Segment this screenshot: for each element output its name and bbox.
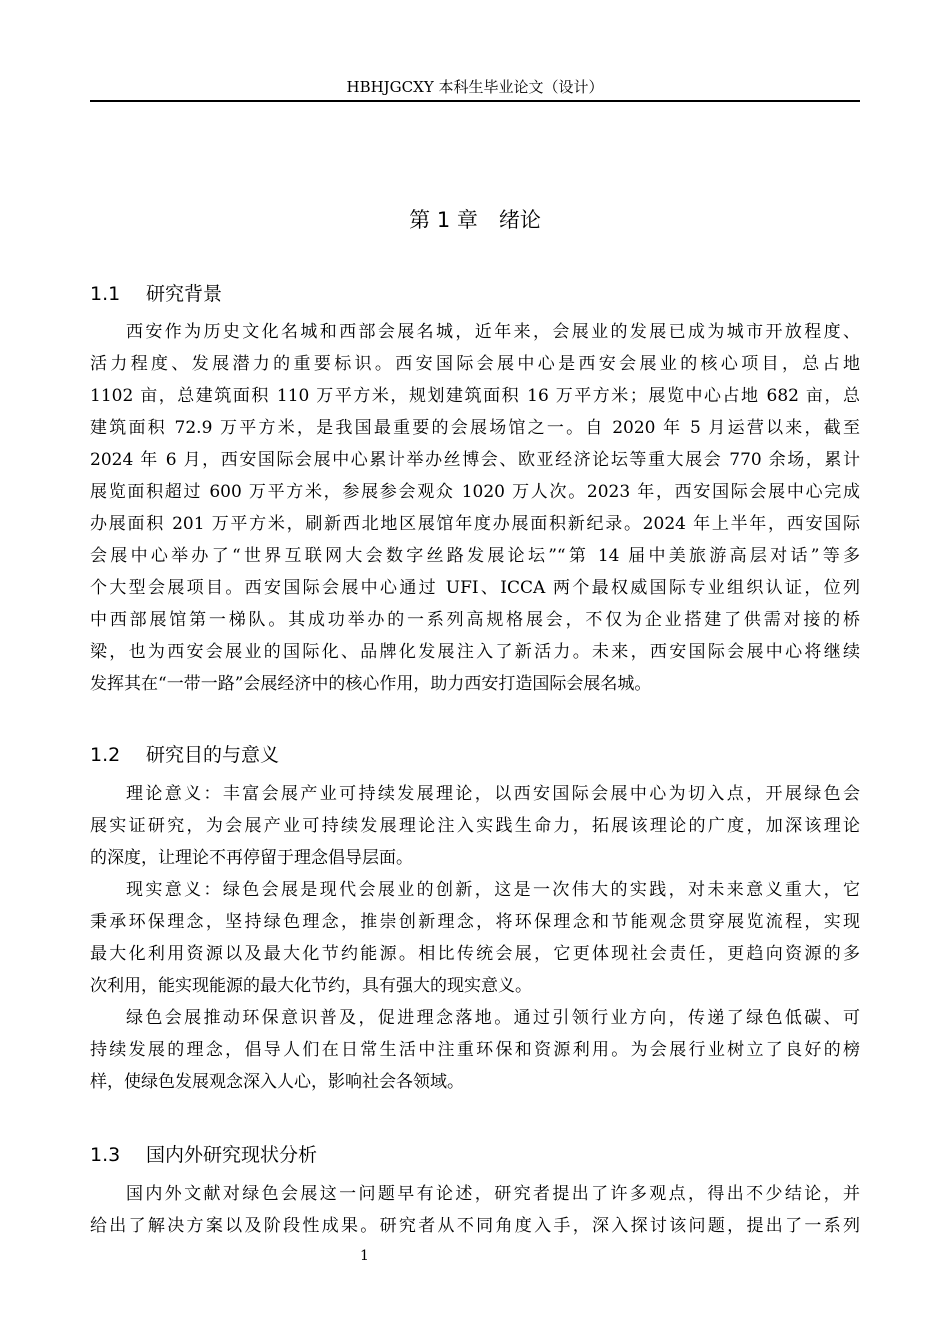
- section-body: [90, 1178, 860, 1242]
- paragraph: [90, 1002, 860, 1098]
- text-line: 现实意义：绿色会展是现代会展业的创新，这是一次伟大的实践，对未来意义重大，它: [126, 880, 860, 900]
- header-rule: [90, 100, 860, 102]
- section-number: 1.3: [90, 1144, 121, 1166]
- text-line: 中西部展馆第一梯队。其成功举办的一系列高规格展会，不仅为企业搭建了供需对接的桥: [90, 610, 860, 630]
- section-title: 研究目的与意义: [146, 744, 280, 766]
- chapter-title: 第 1 章 绪论: [409, 208, 541, 232]
- text-line: 活力程度、发展潜力的重要标识。西安国际会展中心是西安会展业的核心项目，总占地: [90, 354, 860, 374]
- text-line: 个大型会展项目。西安国际会展中心通过 UFI、ICCA 两个最权威国际专业组织认证，位列: [90, 578, 860, 598]
- section-title: 国内外研究现状分析: [146, 1144, 318, 1166]
- text-line: 绿色会展推动环保意识普及，促进理念落地。通过引领行业方向，传递了绿色低碳、可: [126, 1008, 860, 1028]
- text-line: 会展中心举办了“世界互联网大会数字丝路发展论坛”“第 14 届中美旅游高层对话”等多: [90, 546, 860, 566]
- section-body: [90, 778, 860, 1098]
- paragraph: [90, 316, 860, 700]
- text-line: 西安作为历史文化名城和西部会展名城，近年来，会展业的发展已成为城市开放程度、: [126, 322, 860, 342]
- section-body: [90, 316, 860, 700]
- text-line: 给出了解决方案以及阶段性成果。研究者从不同角度入手，深入探讨该问题，提出了一系列: [90, 1216, 860, 1236]
- paragraph: [90, 874, 860, 1002]
- section-heading: [90, 740, 279, 767]
- paragraph: [90, 778, 860, 874]
- section-heading: [90, 279, 222, 306]
- text-line: 国内外文献对绿色会展这一问题早有论述，研究者提出了许多观点，得出不少结论，并: [126, 1184, 860, 1204]
- section-number: 1.2: [90, 744, 121, 766]
- paragraph: [90, 1178, 860, 1242]
- text-line: 的深度，让理论不再停留于理念倡导层面。: [90, 848, 413, 868]
- text-line: 秉承环保理念，坚持绿色理念，推崇创新理念，将环保理念和节能观念贯穿展览流程，实现: [90, 912, 860, 932]
- text-line: 发挥其在“一带一路”会展经济中的核心作用，助力西安打造国际会展名城。: [90, 674, 652, 694]
- text-line: 理论意义：丰富会展产业可持续发展理论，以西安国际会展中心为切入点，开展绿色会: [126, 784, 860, 804]
- text-line: 最大化利用资源以及最大化节约能源。相比传统会展，它更体现社会责任，更趋向资源的多: [90, 944, 860, 964]
- text-line: 持续发展的理念，倡导人们在日常生活中注重环保和资源利用。为会展行业树立了良好的榜: [90, 1040, 860, 1060]
- text-line: 样，使绿色发展观念深入人心，影响社会各领域。: [90, 1072, 464, 1092]
- section-number: 1.1: [90, 283, 121, 305]
- text-line: 办展面积 201 万平方米，刷新西北地区展馆年度办展面积新纪录。2024 年上半年，西安国际: [90, 514, 860, 534]
- page-number: 1: [360, 1248, 369, 1264]
- text-line: 展览面积超过 600 万平方米，参展参会观众 1020 万人次。2023 年，西安国际会展中心完成: [90, 482, 860, 502]
- text-line: 展实证研究，为会展产业可持续发展理论注入实践生命力，拓展该理论的广度，加深该理论: [90, 816, 860, 836]
- section-heading: [90, 1140, 317, 1167]
- text-line: 1102 亩，总建筑面积 110 万平方米，规划建筑面积 16 万平方米；展览中心占地 682 亩，总: [90, 386, 860, 406]
- text-line: 建筑面积 72.9 万平方米，是我国最重要的会展场馆之一。自 2020 年 5 月运营以来，截至: [90, 418, 860, 438]
- text-line: 次利用，能实现能源的最大化节约，具有强大的现实意义。: [90, 976, 532, 996]
- text-line: 2024 年 6 月，西安国际会展中心累计举办丝博会、欧亚经济论坛等重大展会 770 余场，累计: [90, 450, 860, 470]
- running-header: HBHJGCXY 本科生毕业论文（设计）: [346, 78, 604, 96]
- section-title: 研究背景: [146, 283, 223, 305]
- text-line: 梁，也为西安会展业的国际化、品牌化发展注入了新活力。未来，西安国际会展中心将继续: [90, 642, 860, 662]
